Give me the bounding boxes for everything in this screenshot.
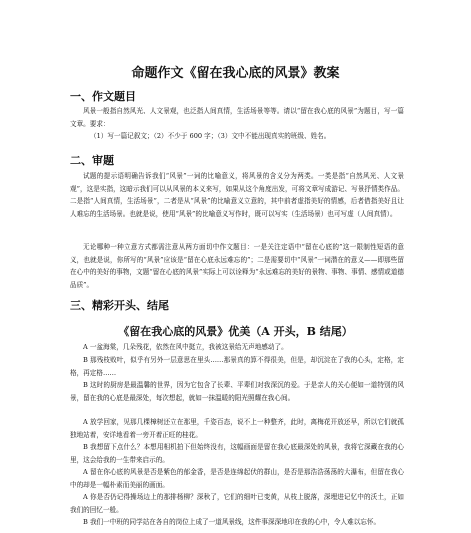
list-item: A 你是否仍记得操场边上的那排杨柳？深秋了，它们的细叶已变黄，从枝上脱落，深埋进记忆中的沃土，正如我们的回忆一般。 xyxy=(70,493,404,514)
section-heading-2: 二、审题 xyxy=(70,154,114,167)
section-1-paragraph: 风景一般指自然风光、人文景观，也泛指人间真情，生活场景等等。请以“留在我心底的风景”为题目，写一篇文章。要求： xyxy=(70,107,404,128)
section-2-paragraph-2: 无论哪种一种立意方式都需注意从两方面切中作文题目：一是关注定语中“留在心底的”这一限制性短语的意义，也就是说，你所写的“风景”应该是“留在心底永远难忘的”；二是需要切中“风景”一词潜在的意义——即那些留在心中的美好的事物，文题“留在心底的风景”实际上可以诠释为“永远难忘的美好的景物、事物、事情、感情或道德品质”。 xyxy=(70,243,404,289)
document-title: 命题作文《留在我心底的风景》教案 xyxy=(131,66,340,81)
section-2-paragraph-1: 试题的提示语明确告诉我们“风景”一词的比喻意义，将风景的含义分为两类。一类是指“自然风光、人文景观”，这是实指，这暗示我们可以从风景的本义来写，如果从这个角度出发，可将文章写成游记、写景抒情类作品。二是指“人间真情，生活场景”，二者是从“风景”的比喻意义立意的，其中前者虚指美好的情感，后者借指美好且让人难忘的生活场景。也就是说，使用“风景”的比喻意义写作时，既可以写实（生活场景）也可写虚（人间真情）。 xyxy=(70,172,404,218)
list-item: A 留在你心底的风景是否是紫色的郁金香，是否是连绵起伏的群山，是否是那浩浩荡荡的大瀑布，但留在我心中的却是一幅朴素而美丽的画面。 xyxy=(70,468,404,489)
list-item: B 这时的厨房是最温馨的世界，因为它包含了长辈、平辈们对我深沉的爱。于是亲人的关心便如一道特别的风景，留在我的心底是最深处，每次想起，就如一抹温暖的阳光照耀在我心间。 xyxy=(70,381,404,402)
subsection-title: 《留在我心底的风景》优美（A 开头，B 结尾） xyxy=(118,325,353,338)
section-heading-1: 一、作文题目 xyxy=(70,90,136,103)
list-item: A 放学回家，见那几棵樟树还立在那里，千姿百态，说不上一种整齐，此时，离梅花开放还早，所以它们就孤独地站着，安详地看着一旁开着正旺的桂花。 xyxy=(70,418,404,439)
section-1-requirements: （1）写一篇记叙文；（2）不少于 600 字；（3）文中不能出现真实的班级、姓名。 xyxy=(90,132,331,140)
list-item: B 那残枝败叶，似乎有另外一层意思在里头……那景真的算不得很美，但是，却沉淀在了我的心头，定格，定格，再定格…… xyxy=(70,356,404,377)
section-heading-3: 三、精彩开头、结尾 xyxy=(70,299,169,312)
list-item: B 我们一中班的同学站在各自的岗位上成了一道风景线，这件事深深地印在我的心中，令人难以忘怀。 xyxy=(83,518,381,526)
list-item: A 一盆海棠，几朵残花，依然在风中挺立，我被这景给无声地感动了。 xyxy=(83,343,288,351)
list-item: B 我想留下点什么？本想用相机拍下但始终没有，这幅画面是留在我心底最深处的风景，我将它深藏在我的心里，这会给我的一生带来启示的。 xyxy=(70,443,404,464)
